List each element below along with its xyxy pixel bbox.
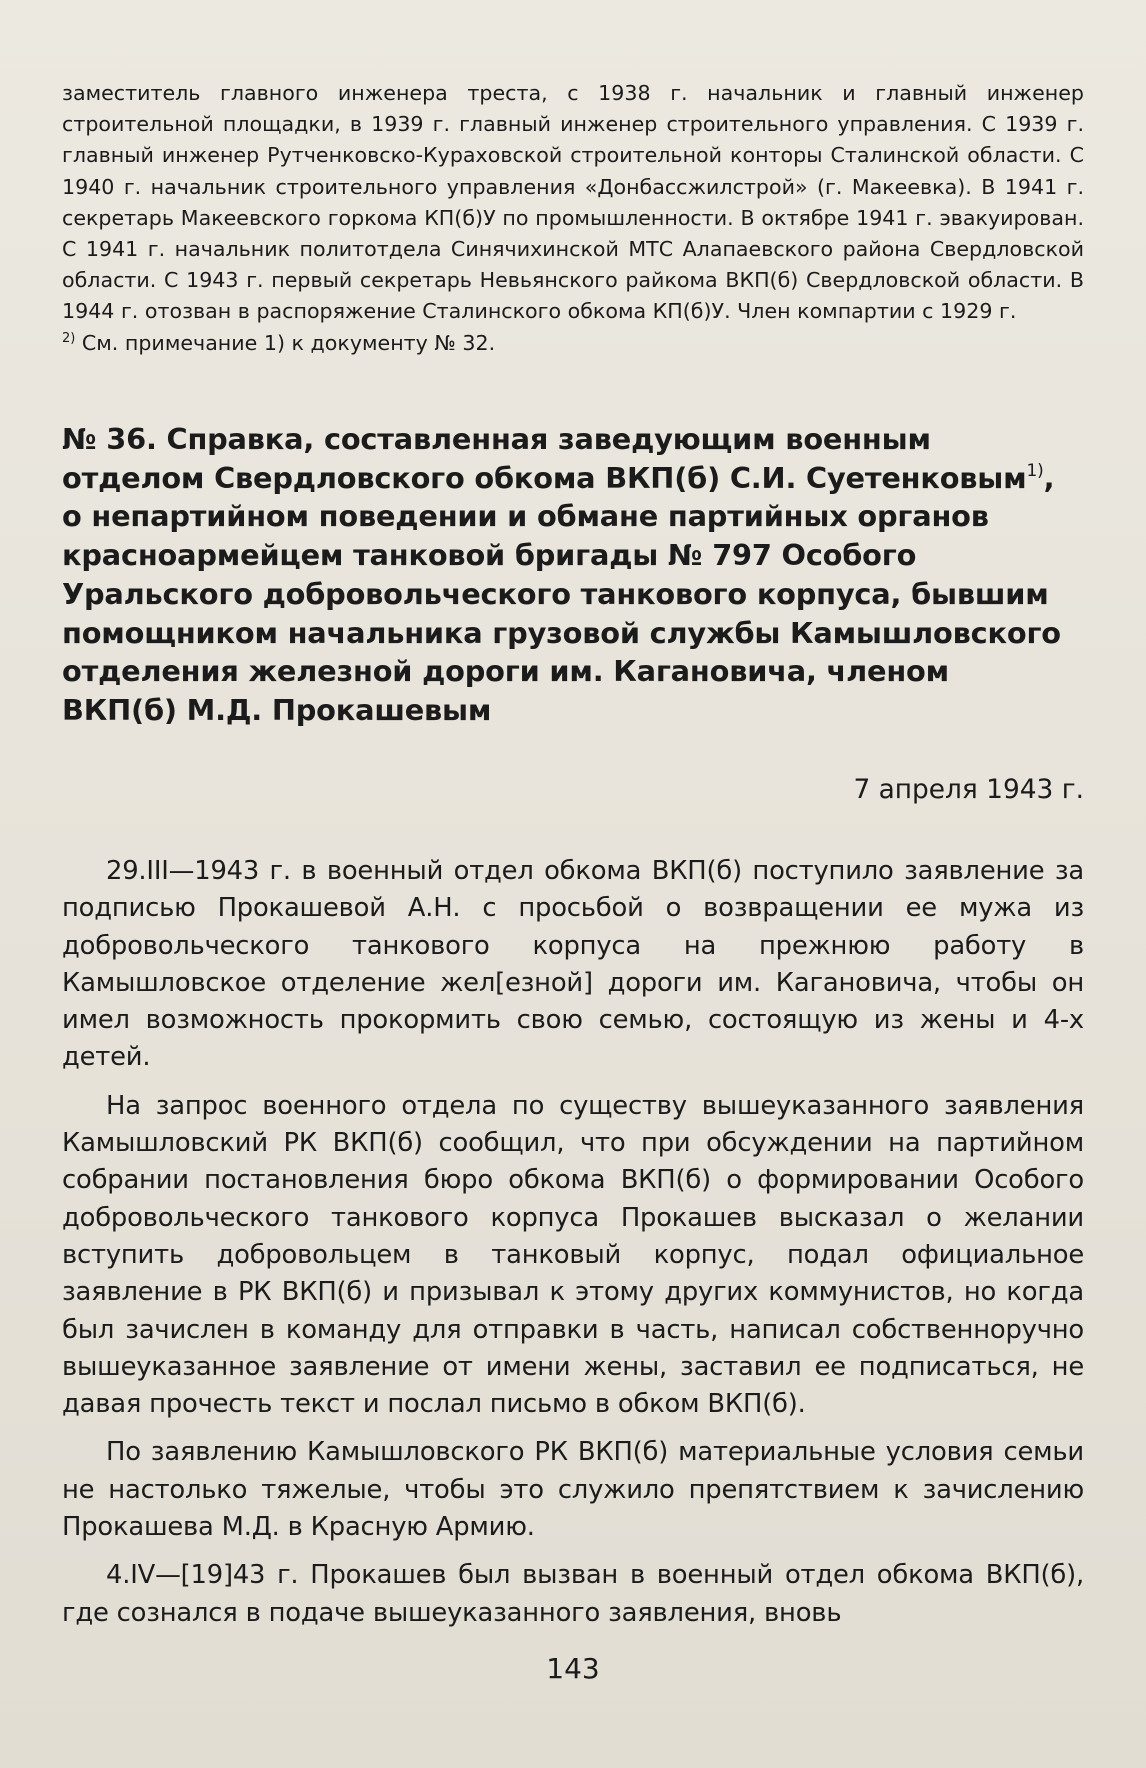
heading-line-text: отделом Свердловского обкома ВКП(б) С.И. Суетенковым <box>62 460 1027 495</box>
footnote-2 <box>62 328 1084 359</box>
heading-line-with-note <box>62 459 1084 498</box>
footnotes-block <box>62 78 1084 359</box>
document-body <box>62 853 1084 1643</box>
body-paragraph: На запрос военного отдела по существу вышеуказанного заявления Камышловский РК ВКП(б) сообщил, что при обсуждении на партийном собрании постановления бюро обкома ВКП(б) о формировании Особого добровольческого танкового корпуса Прокашев высказал о желании вступить добровольцем в танковый корпус, подал официальное заявление в РК ВКП(б) и призывал к этому других коммунистов, но когда был зачислен в команду для отправки в часть, написал собственноручно вышеуказанное заявление от имени жены, заставил ее подписаться, не давая прочесть текст и послал письмо в обком ВКП(б). <box>62 1090 1084 1420</box>
heading-line: Уральского добровольческого танкового корпуса, бывшим <box>62 576 1049 611</box>
heading-line: № 36. Справка, составленная заведующим военным <box>62 422 931 456</box>
heading-line-comma: , <box>1043 460 1055 495</box>
body-paragraph: 4.IV—[19]43 г. Прокашев был вызван в военный отдел обкома ВКП(б), где сознался в подаче вышеуказанного заявления, вновь <box>62 1560 1084 1628</box>
heading-line: отделения железной дороги им. Кагановича, членом <box>62 654 949 689</box>
document-heading <box>62 420 1084 730</box>
footnote-text: См. примечание 1) к документу № 32. <box>75 330 496 355</box>
heading-line: помощником начальника грузовой службы Камышловского <box>62 615 1061 650</box>
body-paragraph: 29.III—1943 г. в военный отдел обкома ВКП(б) поступило заявление за подписью Прокашевой А.Н. с просьбой о возвращении ее мужа из добровольческого танкового корпуса на прежнюю работу в Камышловское отделение жел[езной] дороги им. Кагановича, чтобы он имел возможность прокормить свою семью, состоящую из жены и 4-х детей. <box>62 856 1084 1073</box>
heading-line: ВКП(б) М.Д. Прокашевым <box>62 692 492 727</box>
footnote-marker: 2) <box>62 330 76 346</box>
body-paragraph: По заявлению Камышловского РК ВКП(б) материальные условия семьи не настолько тяжелые, чтобы это служило препятствием к зачислению Прокашева М.Д. в Красную Армию. <box>62 1437 1084 1543</box>
footnote-continuation: заместитель главного инженера треста, с 1938 г. начальник и главный инженер строительной площадки, в 1939 г. главный инженер строительного управления. С 1939 г. главный инженер Рутченковско-Кураховской строительной конторы Сталинской области. С 1940 г. начальник строительного управления «Донбассжилстрой» (г. Макеевка). В 1941 г. секретарь Макеевского горкома КП(б)У по промышленности. В октябре 1941 г. эвакуирован. С 1941 г. начальник политотдела Синячихинской МТС Алапаевского района Свердловской области. С 1943 г. первый секретарь Невьянского райкома ВКП(б) Свердловской области. В 1944 г. отозван в распоряжение Сталинского обкома КП(б)У. Член компартии с 1929 г. <box>62 81 1084 324</box>
heading-line: красноармейцем танковой бригады № 797 Особого <box>62 538 917 573</box>
heading-line: о непартийном поведении и обмане партийных органов <box>62 499 989 534</box>
document-date: 7 апреля 1943 г. <box>853 774 1084 805</box>
heading-note-marker: 1) <box>1026 460 1044 481</box>
page-number: 143 <box>546 1652 600 1685</box>
